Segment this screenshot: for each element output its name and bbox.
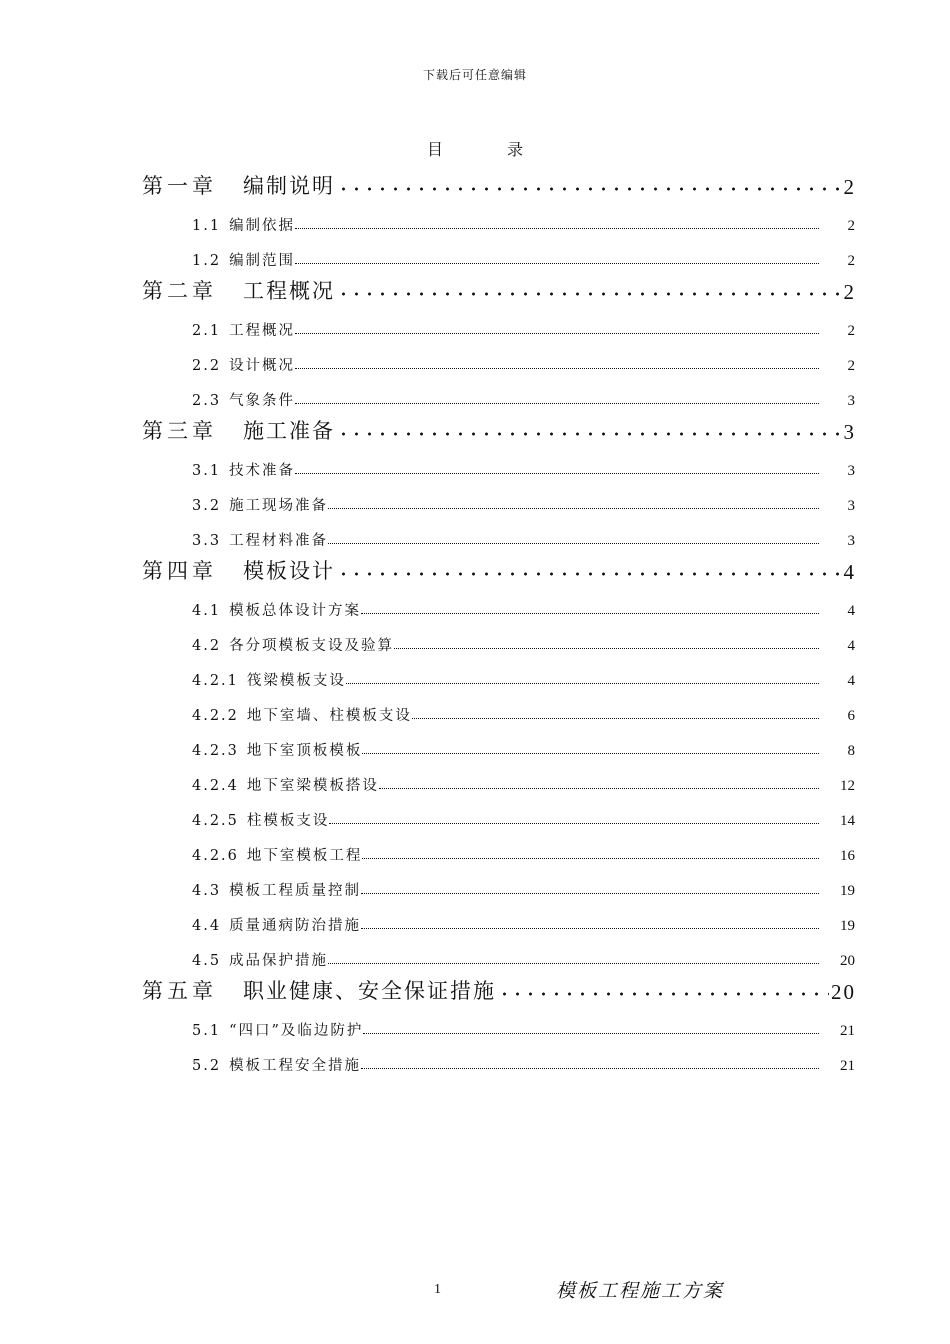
toc-entry-page: 4 [843,560,856,584]
toc-entry-number: 4.2.5 [192,813,239,829]
toc-entry-label [192,214,295,237]
toc-dot-leader [329,817,819,824]
toc-entry-number: 4.3 [192,883,222,899]
toc-entry-label [192,529,328,552]
toc-entry-number: 4.4 [192,918,222,934]
toc-entry-page: 19 [840,883,855,899]
toc-dot-leader [295,222,819,229]
toc-entry-label [192,879,361,902]
toc-title [0,137,950,160]
toc-entry-label [192,389,295,412]
toc-entry-label [192,739,362,762]
toc-entry-page: 3 [847,533,855,549]
toc-entry-text: 质量通病防治措施 [229,918,362,934]
toc-entry-text: 地下室模板工程 [246,848,363,864]
toc-dot-leader [335,430,842,438]
toc-entry-label [192,319,295,342]
toc-entry-label [192,1019,363,1042]
toc-entry-label [192,669,346,692]
footer-doc-title: 模板工程施工方案 [556,1280,725,1302]
toc-entry-label [192,599,361,622]
toc-chapter-entry[interactable] [142,411,856,447]
toc-section-entry[interactable] [192,376,855,412]
toc-entry-text: 地下室梁模板搭设 [246,778,379,794]
toc-entry-text: 气象条件 [229,393,296,409]
toc-entry-text: 工程材料准备 [229,533,329,549]
toc-dot-leader [295,397,819,404]
toc-section-entry[interactable] [192,1041,855,1077]
footer-page-number: 1 [434,1282,441,1297]
toc-section-entry[interactable] [192,726,855,762]
toc-section-entry[interactable] [192,516,855,552]
toc-entry-label [192,354,295,377]
toc-entry-text: 模板工程安全措施 [229,1058,362,1074]
toc-section-entry[interactable] [192,446,855,482]
toc-entry-number: 第二章 [142,279,217,303]
toc-dot-leader [328,502,819,509]
toc-dot-leader [362,747,819,754]
toc-entry-page: 2 [847,253,855,269]
toc-chapter-entry[interactable] [142,551,856,587]
toc-entry-text: 筏梁模板支设 [246,673,346,689]
toc-entry-page: 16 [840,848,855,864]
toc-entry-text: 模板设计 [243,559,335,583]
toc-dot-leader [394,642,819,649]
toc-section-entry[interactable] [192,201,855,237]
toc-section-entry[interactable] [192,481,855,517]
toc-entry-page: 2 [847,358,855,374]
toc-title-left: 目 [426,140,443,159]
toc-entry-label [142,975,496,1007]
toc-section-entry[interactable] [192,236,855,272]
toc-entry-page: 21 [840,1023,855,1039]
toc-dot-leader [335,290,842,298]
toc-entry-label [192,459,295,482]
toc-entry-number: 第三章 [142,419,217,443]
toc-entry-label [192,634,394,657]
toc-dot-leader [335,570,842,578]
toc-entry-number: 第四章 [142,559,217,583]
toc-entry-number: 5.1 [192,1023,222,1039]
toc-entry-number: 4.2.3 [192,743,239,759]
toc-entry-text: 施工准备 [243,419,335,443]
toc-entry-page: 4 [847,673,855,689]
toc-entry-number: 3.2 [192,498,222,514]
toc-entry-label [192,844,362,867]
toc-entry-text: 成品保护措施 [229,953,329,969]
toc-entry-page: 3 [847,393,855,409]
toc-entry-label [192,494,328,517]
toc-section-entry[interactable] [192,621,855,657]
toc-entry-page: 19 [840,918,855,934]
toc-entry-page: 21 [840,1058,855,1074]
toc-section-entry[interactable] [192,866,855,902]
toc-dot-leader [361,1062,819,1069]
toc-chapter-entry[interactable] [142,971,856,1007]
toc-entry-number: 5.2 [192,1058,222,1074]
toc-entry-text: 工程概况 [229,323,296,339]
toc-chapter-entry[interactable] [142,271,856,307]
toc-entry-label [192,249,295,272]
toc-dot-leader [295,257,819,264]
toc-entry-page: 14 [840,813,855,829]
toc-entry-page: 12 [840,778,855,794]
toc-entry-text: 地下室顶板模板 [246,743,363,759]
toc-entry-number: 第五章 [142,979,217,1003]
toc-entry-number: 4.2.2 [192,708,239,724]
toc-section-entry[interactable] [192,761,855,797]
toc-entry-label [192,774,379,797]
toc-entry-number: 3.3 [192,533,222,549]
toc-entry-text: 工程概况 [243,279,335,303]
toc-dot-leader [379,782,819,789]
toc-entry-text: 编制说明 [243,174,335,198]
toc-section-entry[interactable] [192,796,855,832]
toc-chapter-entry[interactable] [142,166,856,202]
toc-dot-leader [328,537,819,544]
toc-entry-page: 4 [847,638,855,654]
toc-dot-leader [361,607,819,614]
toc-dot-leader [363,1027,819,1034]
toc-section-entry[interactable] [192,1006,855,1042]
toc-entry-label [142,555,335,587]
toc-entry-number: 4.2.1 [192,673,239,689]
toc-entry-number: 4.5 [192,953,222,969]
toc-entry-page: 2 [843,175,856,199]
toc-entry-page: 2 [847,218,855,234]
toc-entry-label [192,949,328,972]
toc-entry-page: 6 [847,708,855,724]
toc-entry-page: 3 [847,498,855,514]
toc-entry-page: 2 [847,323,855,339]
toc-entry-number: 4.2 [192,638,222,654]
toc-entry-page: 3 [847,463,855,479]
toc-entry-text: 模板工程质量控制 [229,883,362,899]
toc-section-entry[interactable] [192,306,855,342]
toc-dot-leader [361,922,819,929]
toc-entry-label [192,914,361,937]
toc-entry-text: 模板总体设计方案 [229,603,362,619]
toc-entry-label [142,275,335,307]
toc-entry-page: 20 [840,953,855,969]
toc-entry-page: 2 [843,280,856,304]
toc-entry-page: 8 [847,743,855,759]
toc-entry-text: 施工现场准备 [229,498,329,514]
toc-dot-leader [295,327,819,334]
toc-entry-label [192,704,412,727]
toc-section-entry[interactable] [192,831,855,867]
toc-entry-number: 1.2 [192,253,222,269]
toc-entry-label [142,415,335,447]
toc-dot-leader [295,467,819,474]
toc-entry-number: 第一章 [142,174,217,198]
toc-entry-label [142,170,335,202]
toc-section-entry[interactable] [192,341,855,377]
toc-entry-page: 20 [831,980,856,1004]
toc-dot-leader [496,990,829,998]
toc-dot-leader [328,957,819,964]
toc-section-entry[interactable] [192,656,855,692]
page-header: 下载后可任意编辑 [422,68,527,82]
toc-dot-leader [335,185,842,193]
toc-entry-label [192,1054,361,1077]
toc-entry-text: 各分项模板支设及验算 [229,638,395,654]
toc-entry-number: 2.1 [192,323,222,339]
toc-entry-text: 职业健康、安全保证措施 [243,979,496,1003]
toc-dot-leader [412,712,819,719]
toc-title-right: 录 [507,140,524,159]
toc-section-entry[interactable] [192,586,855,622]
toc-section-entry[interactable] [192,936,855,972]
toc-section-entry[interactable] [192,691,855,727]
toc-entry-number: 1.1 [192,218,222,234]
toc-dot-leader [361,887,819,894]
toc-entry-text: “四口”及临边防护 [229,1023,364,1039]
toc-entry-number: 4.2.6 [192,848,239,864]
toc-entry-number: 4.1 [192,603,222,619]
toc-entry-text: 设计概况 [229,358,296,374]
toc-entry-text: 地下室墙、柱模板支设 [246,708,412,724]
toc-entry-text: 柱模板支设 [246,813,330,829]
toc-entry-page: 3 [843,420,856,444]
toc-entry-number: 2.3 [192,393,222,409]
toc-entry-text: 技术准备 [229,463,296,479]
toc-entry-number: 4.2.4 [192,778,239,794]
toc-dot-leader [362,852,819,859]
toc-entry-page: 4 [847,603,855,619]
toc-entry-number: 3.1 [192,463,222,479]
toc-dot-leader [346,677,819,684]
toc-entry-number: 2.2 [192,358,222,374]
toc-dot-leader [295,362,819,369]
toc-entry-text: 编制依据 [229,218,296,234]
toc-entry-text: 编制范围 [229,253,296,269]
toc-section-entry[interactable] [192,901,855,937]
toc-entry-label [192,809,329,832]
